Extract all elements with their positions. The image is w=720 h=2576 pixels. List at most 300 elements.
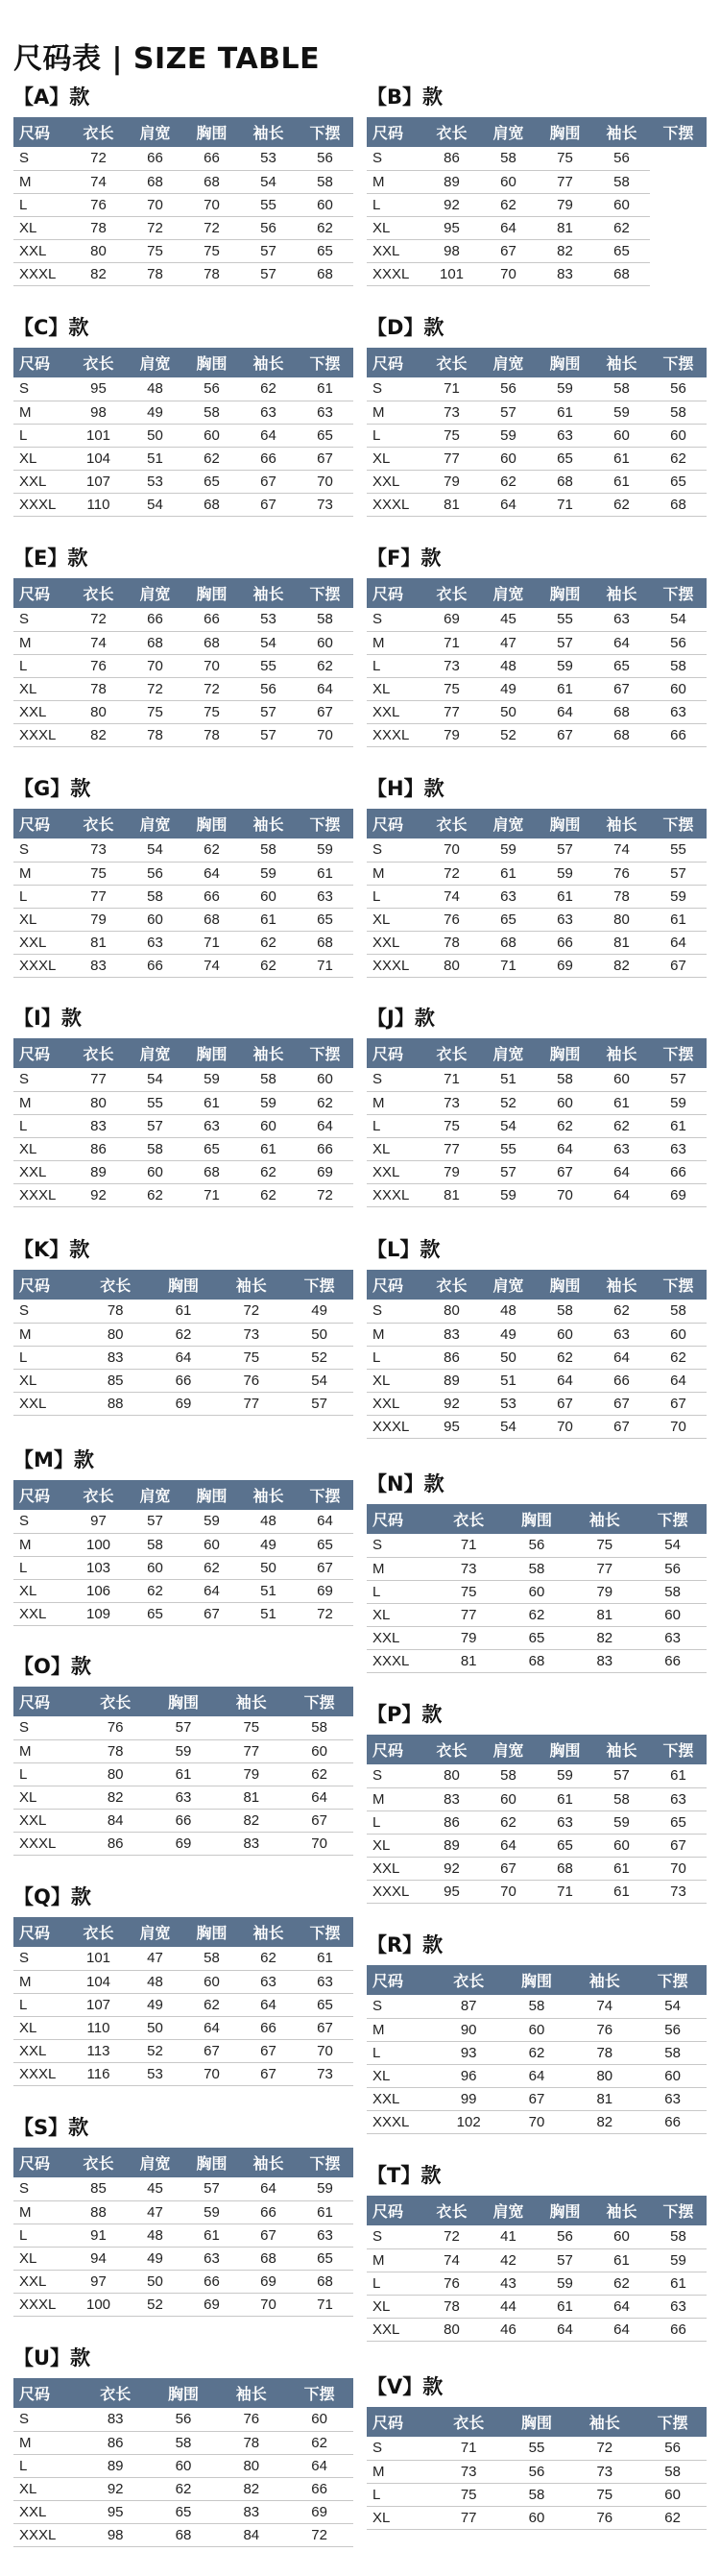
table-cell: 75 — [423, 677, 480, 700]
table-cell: 70 — [480, 1880, 537, 1903]
table-header-row — [367, 348, 707, 377]
table-cell: 67 — [480, 239, 537, 262]
table-cell: 110 — [70, 493, 127, 516]
table-cell: 95 — [70, 377, 127, 401]
column-header: 下摆 — [303, 1693, 335, 1712]
table-row — [13, 1137, 353, 1160]
table-header-row — [367, 2196, 707, 2225]
table-cell: L — [367, 2483, 435, 2506]
table-cell: 48 — [127, 2224, 183, 2247]
table-cell: 48 — [127, 1970, 183, 1993]
table-row — [367, 1787, 707, 1810]
column-header: 衣长 — [100, 1276, 132, 1295]
table-cell: XXL — [367, 470, 423, 493]
table-header-row — [367, 1965, 707, 1995]
table-cell: S — [367, 1068, 423, 1091]
table-cell: 83 — [217, 2500, 285, 2523]
table-cell: 65 — [503, 1626, 571, 1649]
column-header: 下摆 — [662, 354, 694, 373]
table-cell: 83 — [70, 1114, 127, 1137]
table-cell: 59 — [297, 2177, 353, 2200]
column-header: 下摆 — [662, 1741, 694, 1760]
table-cell: 77 — [435, 2506, 503, 2529]
size-block — [13, 1235, 353, 1416]
table-cell: 58 — [537, 1300, 593, 1323]
table-cell: 80 — [82, 1323, 150, 1346]
table-cell: 69 — [240, 2270, 297, 2293]
column-header: 肩宽 — [492, 1045, 524, 1063]
table-cell: 79 — [423, 1160, 480, 1183]
size-table — [13, 1687, 353, 1856]
column-header: 下摆 — [662, 585, 694, 603]
table-cell: 75 — [423, 1114, 480, 1137]
table-row — [13, 608, 353, 631]
table-cell: 64 — [503, 2064, 571, 2087]
table-header-row — [13, 2148, 353, 2177]
table-cell: 58 — [480, 1764, 537, 1787]
table-cell: 51 — [480, 1369, 537, 1392]
table-cell: 58 — [503, 2483, 571, 2506]
column-header: 下摆 — [309, 1487, 341, 1505]
column-header: 下摆 — [309, 354, 341, 373]
column-header: 胸围 — [196, 2154, 228, 2173]
table-cell: 64 — [480, 1834, 537, 1857]
table-cell: 64 — [537, 700, 593, 723]
table-row — [13, 2293, 353, 2316]
table-cell: 67 — [480, 1857, 537, 1880]
table-cell: 62 — [285, 1762, 353, 1786]
table-cell: 101 — [70, 1947, 127, 1970]
column-header: 袖长 — [606, 124, 637, 142]
column-header: 下摆 — [662, 1045, 694, 1063]
table-cell: L — [367, 2041, 435, 2064]
table-cell: 56 — [650, 631, 707, 654]
table-header-row — [13, 348, 353, 377]
table-cell: 64 — [537, 2318, 593, 2341]
table-cell: 76 — [593, 862, 650, 885]
block-title: 【L】款 — [367, 1238, 441, 1261]
table-cell: 73 — [423, 654, 480, 677]
table-header-row — [367, 1038, 707, 1068]
table-row — [367, 2483, 707, 2506]
table-cell: 77 — [423, 700, 480, 723]
table-cell: S — [367, 2437, 435, 2460]
block-title: 【T】款 — [367, 2164, 442, 2187]
table-row — [367, 700, 707, 723]
column-header: 肩宽 — [492, 585, 524, 603]
table-cell: 75 — [127, 700, 183, 723]
table-cell: 58 — [650, 401, 707, 424]
table-row — [13, 1993, 353, 2016]
table-cell: 63 — [183, 2247, 240, 2270]
column-header: 胸围 — [549, 124, 581, 142]
table-cell: 82 — [70, 723, 127, 746]
table-cell: 61 — [593, 1880, 650, 1903]
table-cell: 59 — [183, 1068, 240, 1091]
table-row — [13, 2500, 353, 2523]
table-cell: 50 — [127, 424, 183, 447]
table-cell: 76 — [70, 654, 127, 677]
table-row — [367, 862, 707, 885]
table-cell: 50 — [127, 2270, 183, 2293]
table-cell: 54 — [480, 1415, 537, 1438]
size-block — [13, 2344, 353, 2547]
table-cell: 75 — [217, 1346, 285, 1369]
table-cell: XL — [367, 1603, 435, 1626]
table-cell: 82 — [570, 2110, 638, 2133]
size-block — [367, 1235, 707, 1439]
table-row — [367, 262, 707, 285]
table-cell: 59 — [537, 654, 593, 677]
size-block — [367, 1700, 707, 1904]
table-cell: 64 — [297, 1510, 353, 1533]
table-row — [13, 1114, 353, 1137]
table-cell: 102 — [435, 2110, 503, 2133]
table-cell: 79 — [537, 193, 593, 216]
table-row — [367, 1764, 707, 1787]
column-header: 衣长 — [436, 815, 468, 834]
table-cell: 41 — [480, 2225, 537, 2248]
table-row — [13, 1323, 353, 1346]
table-cell: 61 — [297, 862, 353, 885]
table-cell: 51 — [240, 1602, 297, 1625]
table-cell: 68 — [297, 931, 353, 954]
table-cell: 75 — [435, 2483, 503, 2506]
column-header: 尺码 — [372, 1276, 404, 1295]
table-cell: 60 — [638, 2064, 707, 2087]
column-header: 袖长 — [252, 585, 284, 603]
table-cell: 70 — [127, 193, 183, 216]
table-cell: 75 — [217, 1716, 285, 1739]
column-header: 衣长 — [436, 1741, 468, 1760]
table-cell: 61 — [297, 2200, 353, 2224]
table-cell: 64 — [650, 931, 707, 954]
table-cell: 60 — [650, 424, 707, 447]
table-cell: S — [367, 1300, 423, 1323]
table-row — [13, 1832, 353, 1855]
table-cell: 62 — [285, 2431, 353, 2454]
table-cell: XXL — [367, 1626, 435, 1649]
table-cell: M — [13, 631, 70, 654]
table-cell: S — [13, 1068, 70, 1091]
table-header-row — [13, 2378, 353, 2408]
table-cell: XXXL — [367, 1415, 423, 1438]
table-row — [13, 654, 353, 677]
column-header: 袖长 — [252, 1487, 284, 1505]
table-cell: 61 — [593, 1857, 650, 1880]
table-cell: 101 — [423, 262, 480, 285]
column-header: 胸围 — [196, 585, 228, 603]
table-cell: 65 — [150, 2500, 218, 2523]
table-cell: 75 — [570, 2483, 638, 2506]
table-cell: 62 — [183, 838, 240, 862]
table-cell: L — [13, 654, 70, 677]
table-cell: 57 — [183, 2177, 240, 2200]
table-cell: 66 — [638, 1649, 707, 1672]
size-table — [13, 578, 353, 747]
table-cell: 62 — [240, 931, 297, 954]
column-header: 衣长 — [436, 124, 468, 142]
table-row — [13, 1970, 353, 1993]
table-cell: 97 — [70, 2270, 127, 2293]
table-cell: 98 — [70, 401, 127, 424]
table-cell: S — [367, 1534, 435, 1557]
table-cell: 58 — [183, 1947, 240, 1970]
table-cell: 68 — [240, 2247, 297, 2270]
table-cell: 68 — [537, 1857, 593, 1880]
table-header-row — [13, 809, 353, 838]
table-row — [367, 885, 707, 908]
column-header: 肩宽 — [492, 1741, 524, 1760]
table-row — [13, 1160, 353, 1183]
table-cell: 56 — [638, 2018, 707, 2041]
block-title: 【J】款 — [367, 1007, 435, 1030]
table-cell: 58 — [240, 1068, 297, 1091]
table-cell: 100 — [70, 2293, 127, 2316]
table-cell: 49 — [480, 1323, 537, 1346]
table-cell: 65 — [183, 1137, 240, 1160]
table-cell: XXL — [367, 1392, 423, 1415]
table-cell: 75 — [435, 1580, 503, 1603]
block-title: 【G】款 — [13, 777, 91, 800]
table-header-row — [13, 1687, 353, 1716]
table-cell: 61 — [593, 2248, 650, 2272]
table-cell: M — [13, 2431, 82, 2454]
table-cell: 62 — [480, 193, 537, 216]
table-cell: 57 — [480, 401, 537, 424]
column-header: 下摆 — [309, 124, 341, 142]
table-cell: XXL — [367, 931, 423, 954]
table-cell: 61 — [650, 1114, 707, 1137]
column-header: 胸围 — [549, 815, 581, 834]
table-cell: 60 — [638, 1603, 707, 1626]
table-cell: 50 — [480, 700, 537, 723]
table-cell: 56 — [480, 377, 537, 401]
table-cell: S — [13, 377, 70, 401]
table-row — [13, 1300, 353, 1323]
table-cell: 62 — [638, 2506, 707, 2529]
column-header: 尺码 — [19, 1276, 51, 1295]
table-cell: XXL — [367, 2318, 423, 2341]
table-cell: 70 — [127, 654, 183, 677]
table-row — [13, 1533, 353, 1556]
table-cell: 60 — [480, 170, 537, 193]
column-header: 尺码 — [372, 1045, 404, 1063]
table-row — [367, 470, 707, 493]
table-row — [13, 908, 353, 931]
table-cell: 107 — [70, 470, 127, 493]
table-cell: 66 — [650, 723, 707, 746]
table-row — [367, 1392, 707, 1415]
table-row — [13, 1556, 353, 1579]
size-block — [13, 1883, 353, 2086]
table-cell: 56 — [240, 216, 297, 239]
table-cell: 82 — [570, 1626, 638, 1649]
table-cell: 78 — [423, 931, 480, 954]
column-header: 肩宽 — [492, 2202, 524, 2221]
table-cell: 54 — [240, 631, 297, 654]
table-cell: 47 — [480, 631, 537, 654]
table-cell: 64 — [480, 216, 537, 239]
table-cell: 60 — [650, 677, 707, 700]
table-cell: 78 — [570, 2041, 638, 2064]
table-cell: 73 — [297, 493, 353, 516]
table-cell: 62 — [593, 493, 650, 516]
block-title: 【V】款 — [367, 2375, 444, 2398]
table-cell: 83 — [537, 262, 593, 285]
table-row — [13, 170, 353, 193]
table-cell: S — [367, 377, 423, 401]
table-cell: 58 — [503, 1557, 571, 1580]
column-header: 尺码 — [19, 585, 51, 603]
table-cell: 66 — [593, 1369, 650, 1392]
table-cell: 83 — [82, 2408, 150, 2431]
table-cell: 60 — [240, 885, 297, 908]
table-row — [13, 2408, 353, 2431]
table-cell: 64 — [297, 677, 353, 700]
table-cell: 58 — [297, 608, 353, 631]
table-cell: 65 — [297, 908, 353, 931]
table-row — [13, 193, 353, 216]
column-header: 衣长 — [83, 1487, 114, 1505]
table-cell: 58 — [638, 2041, 707, 2064]
table-cell: 77 — [70, 1068, 127, 1091]
table-cell: 73 — [423, 401, 480, 424]
table-cell: XXXL — [13, 2523, 82, 2546]
table-cell: M — [367, 862, 423, 885]
table-cell: 78 — [183, 723, 240, 746]
block-title: 【I】款 — [13, 1007, 82, 1030]
column-header: 肩宽 — [139, 124, 171, 142]
table-cell: 74 — [593, 838, 650, 862]
table-row — [13, 2200, 353, 2224]
table-cell: 72 — [70, 147, 127, 170]
table-cell: 63 — [150, 1786, 218, 1809]
table-cell: 67 — [297, 700, 353, 723]
table-cell: XXL — [13, 700, 70, 723]
table-cell: 54 — [127, 1068, 183, 1091]
table-cell: 45 — [127, 2177, 183, 2200]
table-cell: XXL — [13, 2270, 70, 2293]
table-cell: 78 — [70, 216, 127, 239]
table-cell: 60 — [537, 1091, 593, 1114]
column-header: 胸围 — [196, 1924, 228, 1942]
table-row — [13, 885, 353, 908]
table-cell: 60 — [503, 1580, 571, 1603]
column-header: 衣长 — [83, 124, 114, 142]
column-header: 衣长 — [453, 1511, 485, 1529]
table-cell: L — [367, 1114, 423, 1137]
table-cell: 57 — [127, 1510, 183, 1533]
table-cell: 54 — [285, 1369, 353, 1392]
table-cell: 81 — [217, 1786, 285, 1809]
size-table — [13, 1270, 353, 1416]
table-row — [13, 1602, 353, 1625]
table-cell: XXXL — [367, 1649, 435, 1672]
table-cell: 61 — [650, 2272, 707, 2295]
table-cell: 72 — [127, 216, 183, 239]
table-cell: 60 — [650, 1323, 707, 1346]
table-cell: 78 — [183, 262, 240, 285]
table-cell: 59 — [650, 1091, 707, 1114]
table-cell: 67 — [183, 2039, 240, 2062]
table-cell: 63 — [127, 931, 183, 954]
table-cell: 60 — [150, 2454, 218, 2477]
table-cell: 54 — [650, 608, 707, 631]
table-cell: XXXL — [367, 1183, 423, 1206]
table-cell: 64 — [480, 493, 537, 516]
table-cell: 71 — [435, 2437, 503, 2460]
table-cell: 95 — [82, 2500, 150, 2523]
table-cell: 78 — [593, 885, 650, 908]
table-cell: 63 — [650, 1787, 707, 1810]
table-cell: 60 — [285, 1739, 353, 1762]
table-header-row — [13, 1917, 353, 1947]
table-row — [367, 2041, 707, 2064]
table-cell: XL — [367, 447, 423, 470]
table-cell: 82 — [82, 1786, 150, 1809]
table-cell: L — [13, 2454, 82, 2477]
table-cell: 61 — [297, 1947, 353, 1970]
table-row — [367, 723, 707, 746]
table-cell: 59 — [537, 862, 593, 885]
table-cell: 54 — [480, 1114, 537, 1137]
table-cell: 60 — [537, 1323, 593, 1346]
table-cell: 83 — [570, 1649, 638, 1672]
table-cell: 49 — [240, 1533, 297, 1556]
table-cell: 71 — [480, 954, 537, 977]
table-cell: 67 — [537, 1392, 593, 1415]
table-cell: 58 — [650, 2225, 707, 2248]
column-header: 衣长 — [83, 1045, 114, 1063]
table-cell: 89 — [423, 1369, 480, 1392]
table-cell: 81 — [423, 493, 480, 516]
table-cell: XXXL — [367, 262, 423, 285]
table-header-row — [13, 117, 353, 147]
column-header: 尺码 — [19, 1924, 51, 1942]
table-cell: 58 — [127, 1137, 183, 1160]
table-cell: 64 — [285, 2454, 353, 2477]
table-cell: 79 — [435, 1626, 503, 1649]
table-cell: 53 — [127, 2062, 183, 2085]
table-row — [367, 1626, 707, 1649]
block-title: 【H】款 — [367, 777, 444, 800]
table-cell: 80 — [70, 700, 127, 723]
table-row — [13, 2431, 353, 2454]
table-cell: 76 — [423, 908, 480, 931]
table-cell: 68 — [480, 931, 537, 954]
table-cell: 67 — [240, 470, 297, 493]
table-cell: 60 — [127, 1556, 183, 1579]
table-cell: S — [13, 1300, 82, 1323]
table-cell: 68 — [593, 723, 650, 746]
table-row — [367, 1369, 707, 1392]
table-cell: 60 — [127, 908, 183, 931]
table-cell: 72 — [297, 1602, 353, 1625]
table-cell: M — [13, 1739, 82, 1762]
table-cell: 56 — [240, 677, 297, 700]
table-cell: 64 — [240, 424, 297, 447]
table-header-row — [367, 1270, 707, 1300]
table-cell: 54 — [240, 170, 297, 193]
table-cell: 70 — [297, 723, 353, 746]
table-cell: 58 — [650, 654, 707, 677]
table-cell: L — [13, 1346, 82, 1369]
table-cell: M — [367, 1787, 423, 1810]
size-block — [367, 544, 707, 747]
table-cell: 62 — [127, 1183, 183, 1206]
table-cell: L — [367, 654, 423, 677]
